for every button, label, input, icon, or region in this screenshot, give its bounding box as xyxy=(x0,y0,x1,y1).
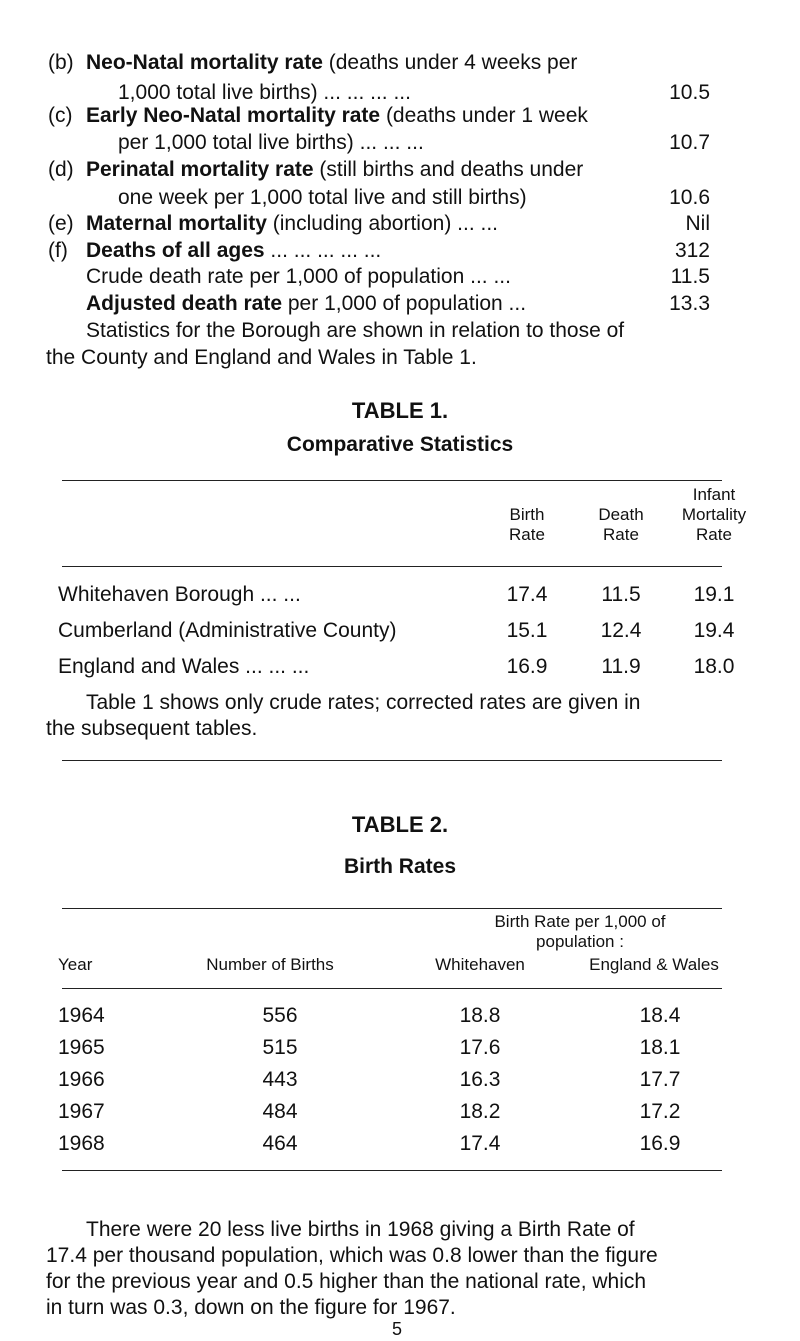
stat-description: one week per 1,000 total live and still births) xyxy=(118,186,527,209)
table2-bottom-rule xyxy=(62,1170,722,1171)
section-divider xyxy=(62,760,722,761)
stat-marker: (f) xyxy=(48,239,68,262)
stat-value: 312 xyxy=(674,239,710,262)
stat-marker: (c) xyxy=(48,104,73,127)
adjusted-death-value: 13.3 xyxy=(669,292,710,315)
table1-header-rule xyxy=(62,566,722,567)
table1-subtitle: Comparative Statistics xyxy=(286,433,514,456)
page-number: 5 xyxy=(392,1319,403,1339)
table2-subtitle: Birth Rates xyxy=(343,855,457,878)
stat-value: Nil xyxy=(685,212,710,235)
crude-death-label: Crude death rate per 1,000 of population ... ... xyxy=(86,265,511,288)
stat-value: 10.6 xyxy=(669,186,710,209)
table2-header-whitehaven: Whitehaven xyxy=(435,955,525,974)
stat-heading: Deaths of all ages ... ... ... ... ... xyxy=(86,239,382,262)
stat-description: 1,000 total live births) ... ... ... ... xyxy=(118,81,411,104)
table2-top-rule xyxy=(62,908,722,909)
stat-value: 10.7 xyxy=(669,131,710,154)
table1-top-rule xyxy=(62,480,722,481)
table2-header-england: England & Wales xyxy=(589,955,719,974)
stat-heading: Perinatal mortality rate (still births and deaths under xyxy=(86,158,584,181)
table1-header-infant: Infant Mortality Rate xyxy=(681,485,747,545)
stat-description: per 1,000 total live births) ... ... ... xyxy=(118,131,424,154)
table1-header-birth: Birth Rate xyxy=(509,505,545,545)
stat-marker: (e) xyxy=(48,212,74,235)
stat-marker: (d) xyxy=(48,158,74,181)
stat-value: 10.5 xyxy=(669,81,710,104)
table2-header-year: Year xyxy=(58,955,93,974)
adjusted-death-label: Adjusted death rate per 1,000 of population ... xyxy=(86,292,527,315)
table1-title: TABLE 1. xyxy=(351,398,449,423)
table2-title: TABLE 2. xyxy=(351,812,449,837)
table1-header-death: Death Rate xyxy=(598,505,644,545)
table2-header-rule xyxy=(62,988,722,989)
stat-heading: Maternal mortality (including abortion) ... ... xyxy=(86,212,499,235)
table2-group-header: Birth Rate per 1,000 of population : xyxy=(494,912,666,952)
table2-header-births: Number of Births xyxy=(206,955,334,974)
stat-heading: Neo-Natal mortality rate (deaths under 4 weeks per xyxy=(86,51,578,74)
stat-marker: (b) xyxy=(48,51,74,74)
crude-death-value: 11.5 xyxy=(670,265,710,288)
stat-heading: Early Neo-Natal mortality rate (deaths under 1 week xyxy=(86,104,588,127)
